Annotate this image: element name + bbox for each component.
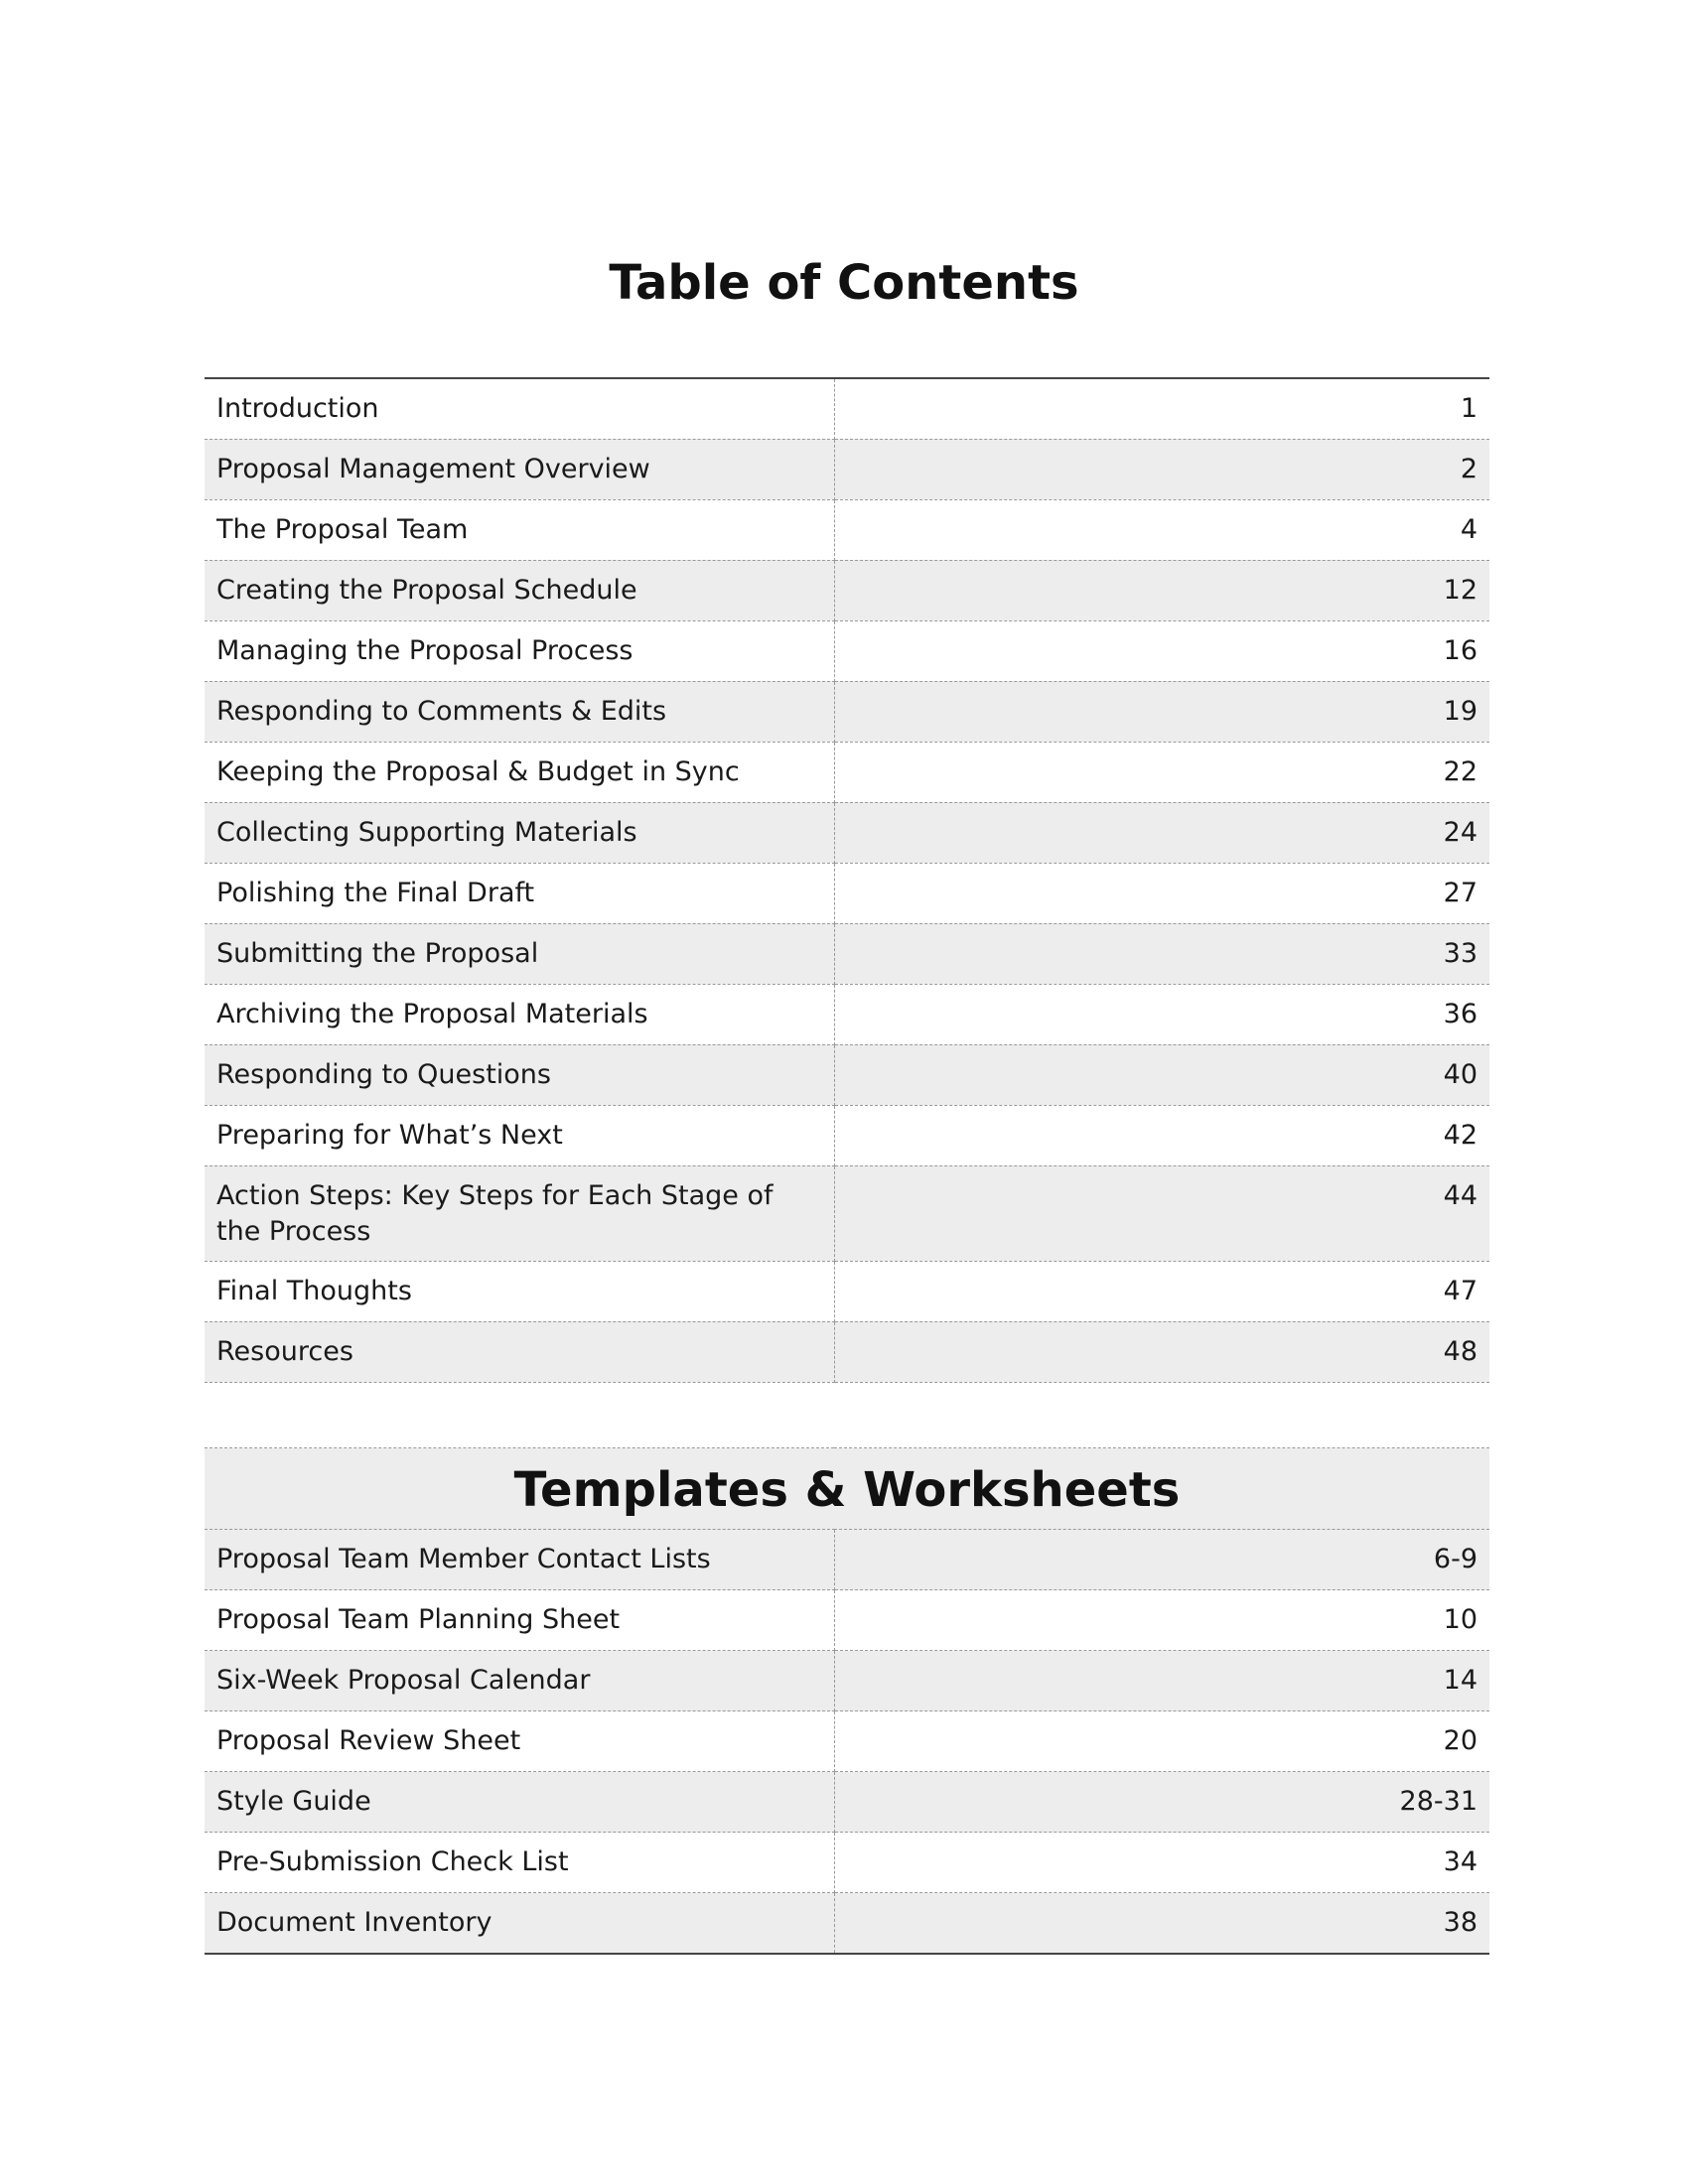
toc-entry-page: 1 — [834, 378, 1489, 439]
template-entry-page: 6-9 — [834, 1530, 1489, 1590]
template-entry-title[interactable]: Six-Week Proposal Calendar — [205, 1651, 834, 1711]
toc-entry-title[interactable]: Creating the Proposal Schedule — [205, 560, 834, 620]
toc-entry-title[interactable]: Resources — [205, 1321, 834, 1382]
toc-row[interactable] — [205, 439, 1489, 499]
toc-entry-title[interactable]: Collecting Supporting Materials — [205, 802, 834, 863]
template-entry-title[interactable]: Proposal Team Member Contact Lists — [205, 1530, 834, 1590]
template-row[interactable] — [205, 1590, 1489, 1651]
toc-entry-page: 48 — [834, 1321, 1489, 1382]
template-entry-page: 38 — [834, 1893, 1489, 1954]
toc-row[interactable] — [205, 560, 1489, 620]
toc-entry-title[interactable]: Introduction — [205, 378, 834, 439]
toc-entry-page: 42 — [834, 1105, 1489, 1165]
template-entry-page: 10 — [834, 1590, 1489, 1651]
toc-entry-title[interactable]: Final Thoughts — [205, 1261, 834, 1321]
toc-row[interactable] — [205, 1165, 1489, 1261]
toc-row[interactable] — [205, 863, 1489, 923]
templates-heading: Templates & Worksheets — [205, 1448, 1489, 1530]
toc-row[interactable] — [205, 1044, 1489, 1105]
template-entry-title[interactable]: Proposal Review Sheet — [205, 1711, 834, 1772]
templates-table — [205, 1447, 1489, 1955]
template-entry-page: 14 — [834, 1651, 1489, 1711]
template-row[interactable] — [205, 1711, 1489, 1772]
toc-entry-title[interactable]: Action Steps: Key Steps for Each Stage of the Process — [205, 1165, 834, 1261]
page-title: Table of Contents — [609, 255, 1079, 311]
toc-entry-page: 22 — [834, 742, 1489, 802]
toc-entry-page: 24 — [834, 802, 1489, 863]
template-entry-title[interactable]: Proposal Team Planning Sheet — [205, 1590, 834, 1651]
template-row[interactable] — [205, 1772, 1489, 1833]
toc-entry-title[interactable]: Responding to Questions — [205, 1044, 834, 1105]
toc-entry-page: 27 — [834, 863, 1489, 923]
template-entry-page: 28-31 — [834, 1772, 1489, 1833]
toc-entry-page: 44 — [834, 1165, 1489, 1261]
template-entry-page: 34 — [834, 1833, 1489, 1893]
template-row[interactable] — [205, 1893, 1489, 1954]
toc-row[interactable] — [205, 984, 1489, 1044]
template-row[interactable] — [205, 1833, 1489, 1893]
toc-row[interactable] — [205, 378, 1489, 439]
toc-entry-page: 16 — [834, 620, 1489, 681]
toc-entry-title[interactable]: Archiving the Proposal Materials — [205, 984, 834, 1044]
toc-entry-page: 40 — [834, 1044, 1489, 1105]
toc-entry-title[interactable]: Preparing for What’s Next — [205, 1105, 834, 1165]
toc-entry-title[interactable]: The Proposal Team — [205, 499, 834, 560]
toc-entry-title[interactable]: Responding to Comments & Edits — [205, 681, 834, 742]
toc-row[interactable] — [205, 1261, 1489, 1321]
toc-entry-page: 19 — [834, 681, 1489, 742]
toc-entry-title[interactable]: Proposal Management Overview — [205, 439, 834, 499]
toc-entry-page: 36 — [834, 984, 1489, 1044]
template-entry-title[interactable]: Pre-Submission Check List — [205, 1833, 834, 1893]
toc-row[interactable] — [205, 1105, 1489, 1165]
toc-entry-page: 4 — [834, 499, 1489, 560]
toc-entry-title[interactable]: Polishing the Final Draft — [205, 863, 834, 923]
template-entry-page: 20 — [834, 1711, 1489, 1772]
toc-row[interactable] — [205, 1321, 1489, 1382]
templates-heading-row — [205, 1448, 1489, 1530]
toc-row[interactable] — [205, 802, 1489, 863]
template-entry-title[interactable]: Style Guide — [205, 1772, 834, 1833]
template-row[interactable] — [205, 1530, 1489, 1590]
toc-entry-page: 33 — [834, 923, 1489, 984]
template-entry-title[interactable]: Document Inventory — [205, 1893, 834, 1954]
toc-row[interactable] — [205, 499, 1489, 560]
toc-entry-page: 2 — [834, 439, 1489, 499]
toc-row[interactable] — [205, 742, 1489, 802]
template-row[interactable] — [205, 1651, 1489, 1711]
toc-entry-page: 12 — [834, 560, 1489, 620]
toc-entry-title[interactable]: Keeping the Proposal & Budget in Sync — [205, 742, 834, 802]
toc-entry-title[interactable]: Submitting the Proposal — [205, 923, 834, 984]
toc-entry-page: 47 — [834, 1261, 1489, 1321]
toc-entry-title[interactable]: Managing the Proposal Process — [205, 620, 834, 681]
contents-table — [205, 377, 1489, 1383]
toc-row[interactable] — [205, 923, 1489, 984]
toc-row[interactable] — [205, 620, 1489, 681]
toc-row[interactable] — [205, 681, 1489, 742]
